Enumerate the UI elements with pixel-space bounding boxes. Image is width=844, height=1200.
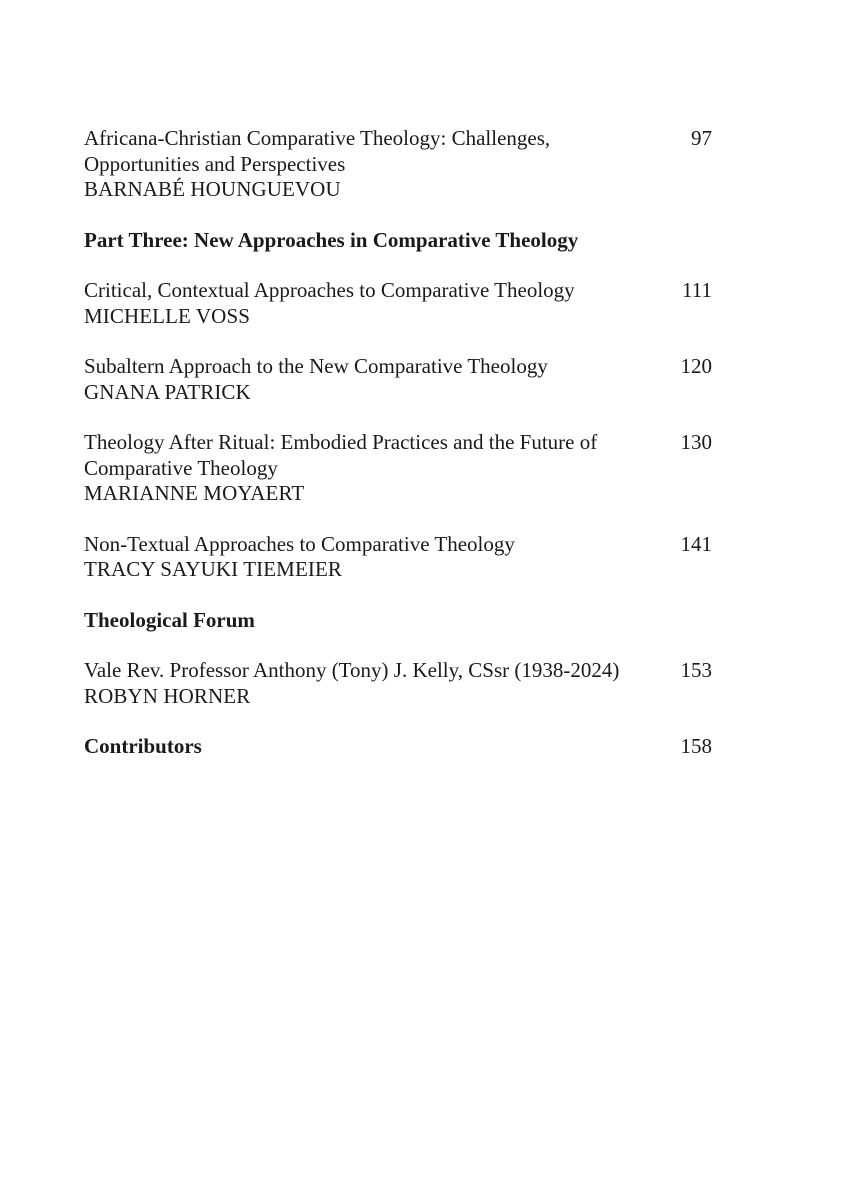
toc-entry-ritual <box>84 430 724 507</box>
toc-entry-page: 158 <box>680 734 712 758</box>
toc-entry-vale <box>84 658 724 709</box>
toc-entry-page: 120 <box>680 354 712 378</box>
toc-entry-critical <box>84 278 724 329</box>
table-of-contents <box>84 126 724 760</box>
contributors-label: Contributors <box>84 734 202 758</box>
toc-entry-subaltern <box>84 354 724 405</box>
toc-entry-author: ROBYN HORNER <box>84 683 251 708</box>
toc-entry-page: 97 <box>691 126 712 150</box>
toc-entry-title: Theology After Ritual: Embodied Practices and the Future of Comparative Theology <box>84 430 598 480</box>
toc-entry-title: Vale Rev. Professor Anthony (Tony) J. Kelly, CSsr (1938-2024) <box>84 658 620 682</box>
toc-entry-page: 141 <box>680 531 712 556</box>
toc-entry-title: Subaltern Approach to the New Comparative Theology <box>84 354 548 378</box>
toc-entry-author: MICHELLE VOSS <box>84 303 251 328</box>
section-heading-part-three: Part Three: New Approaches in Comparative Theology <box>84 227 579 252</box>
toc-entry-page: 130 <box>680 430 712 454</box>
toc-entry-page: 111 <box>682 278 712 302</box>
toc-entry-non-textual <box>84 532 724 583</box>
toc-entry-author: GNANA PATRICK <box>84 379 251 404</box>
toc-entry-africana <box>84 126 724 203</box>
toc-entry-title: Non-Textual Approaches to Comparative Theology <box>84 531 515 556</box>
toc-entry-author: MARIANNE MOYAERT <box>84 481 305 505</box>
toc-entry-author: TRACY SAYUKI TIEMEIER <box>84 557 342 581</box>
toc-entry-page: 153 <box>680 658 712 682</box>
toc-entry-title: Critical, Contextual Approaches to Comparative Theology <box>84 278 575 302</box>
section-heading-forum: Theological Forum <box>84 607 255 632</box>
toc-entry-author: BARNABÉ HOUNGUEVOU <box>84 177 341 201</box>
toc-entry-title: Africana-Christian Comparative Theology: Challenges, Opportunities and Perspectives <box>84 126 551 176</box>
toc-entry-contributors <box>84 734 724 760</box>
